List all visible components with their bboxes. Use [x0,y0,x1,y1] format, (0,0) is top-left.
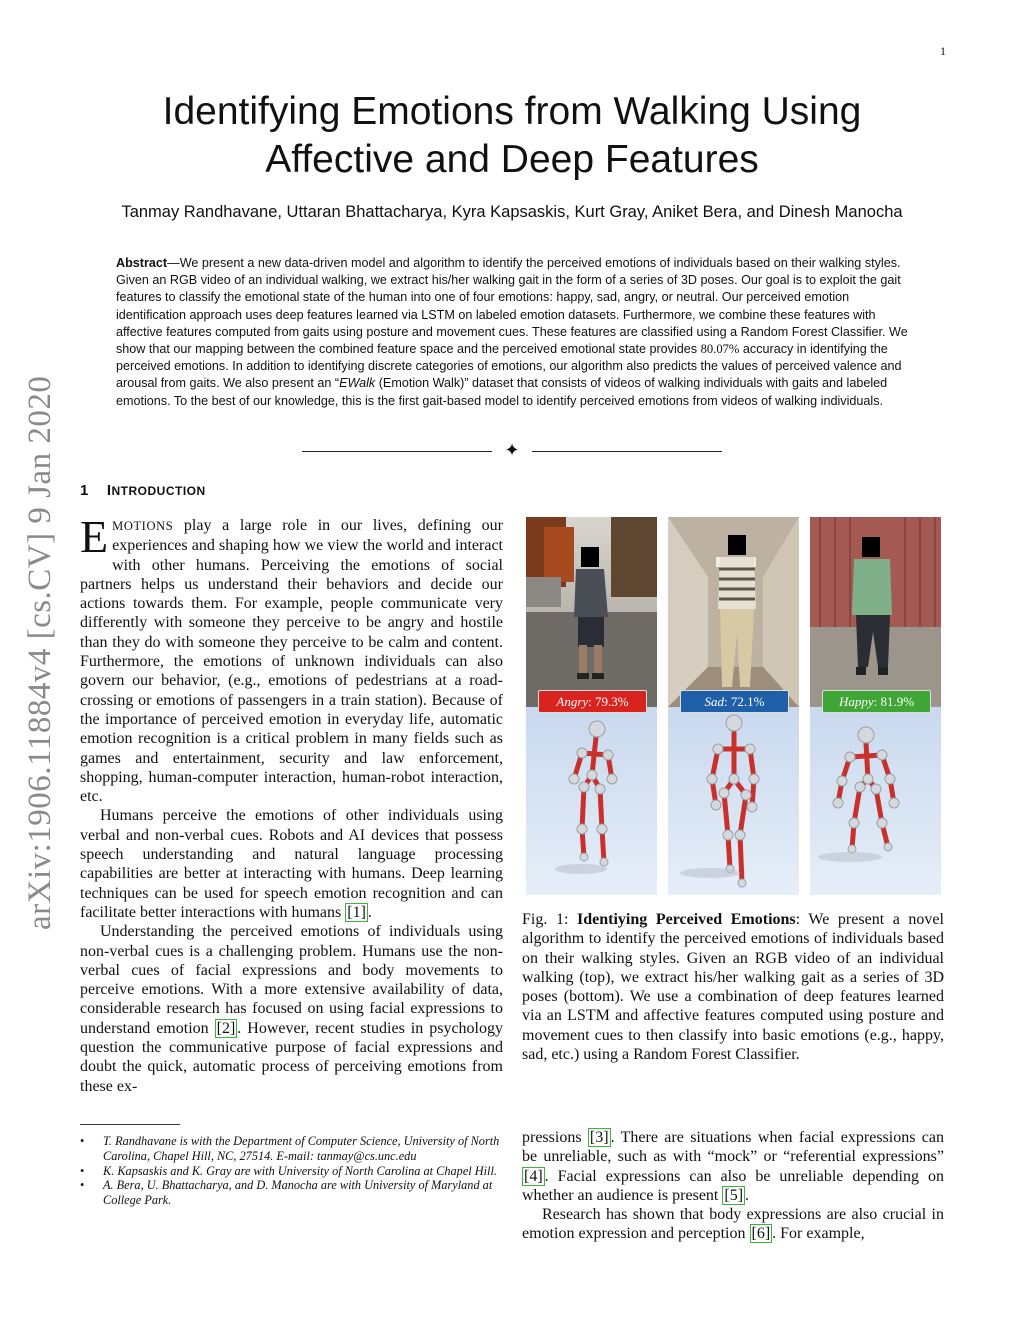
citation-link-5[interactable]: [5] [724,1186,744,1204]
right-column-body [522,1128,944,1244]
paper-title [0,88,1024,184]
citation-link-2[interactable]: [2] [216,1019,236,1037]
title-line-2: Affective and Deep Features [265,138,759,181]
intro-paragraph-2 [80,806,503,922]
right-p2-text: Research has shown that body expressions are also crucial in emotion expression and perception [522,1206,944,1243]
intro-p2-end: . [367,903,372,921]
abstract-dataset-name: EWalk [339,376,376,391]
figure-panel-sad [668,517,799,895]
section-initial: I [106,482,112,499]
emotion-label: Angry [556,694,589,709]
arxiv-stamp: arXiv:1906.11884v4 [cs.CV] 9 Jan 2020 [22,375,58,930]
left-column-body [80,511,504,1096]
section-title-rest: NTRODUCTION [111,484,206,498]
footnote-bullet: • [80,1178,85,1193]
emotion-score: : 72.1% [724,694,765,709]
divider-diamond-icon: ✦ [504,440,520,460]
right-p1-text-b: . There are situations when facial expressions can be unreliable, such as with “mock” or “referential expressions” [522,1129,945,1166]
emotion-badge-angry [538,690,647,713]
intro-paragraph-3 [80,922,503,1096]
right-p1-text-c: . Facial expressions can also be unreliable depending on whether an audience is present [522,1167,944,1204]
footnote-text: K. Kapsaskis and K. Gray are with University of North Carolina at Chapel Hill. [103,1163,497,1178]
citation-link-1[interactable]: [1] [347,903,366,921]
caption-text: : We present a novel algorithm to identify the perceived emotions of individuals based on their walking styles. Given an RGB video of an individual walking (top), we extract his/her walking gait as a series of 3D poses (bottom). We use a combination of deep features learned via an LSTM and affective features computed using posture and movement cues to then classify into basic emotions (e.g., happy, sad, etc.) using a Random Forest Classifier. [522,911,944,1064]
abstract-text-2: accuracy in identifying the perceived emotions. In addition to identifying discrete categories of emotions, our algorithm also predicts the values of perceived valence and arousal from gaits. We also present an “ [116,342,902,391]
footnote-item [80,1134,503,1164]
figure-1 [526,517,941,895]
figure-caption [522,910,944,1064]
caption-label: Fig. 1: [522,911,577,928]
figure-panel-angry [526,517,657,895]
page-number: 1 [940,44,946,58]
emotion-score: : 81.9% [873,694,915,709]
emotion-label: Sad [704,694,725,709]
abstract-text-3: (Emotion Walk)” dataset that consists of videos of walking individuals with gaits and labeled emotions. To the best of our knowledge, this is the first gait-based model to identify perceived emotions from videos of walking individuals. [116,376,888,408]
emotion-badge-happy [822,690,931,713]
caption-bold-title: Identiying Perceived Emotions [576,911,796,928]
dropcap-letter: E [80,511,109,562]
abstract-label: Abstract [116,256,168,270]
footnote-rule [80,1124,180,1125]
divider-line-left [302,451,492,452]
intro-p3-end: . However, recent studies in psychology question the communicative purpose of facial expressions and doubt the quick, automatic process of perceiving emotions from these ex- [80,1019,504,1095]
intro-lead-word: MOTIONS [112,519,174,533]
footnote-text: T. Randhavane is with the Department of Computer Science, University of North Carolina, Chapel Hill, NC, 27514. E-mail: tanmay@cs.unc.edu [103,1134,500,1163]
footnotes [80,1134,503,1208]
right-p1-text: pressions [522,1129,588,1146]
abstract-accuracy: 80.07% [700,342,740,357]
citation-link-6[interactable]: [6] [751,1225,771,1243]
footnote-item [80,1178,503,1208]
intro-p3-text: Understanding the perceived emotions of individuals using non-verbal cues is a challenging problem. Humans use the non-verbal cues of facial expressions and body movements to perceive emotions. With a more extensive availability of data, considerable research has focused on using facial expressions to understand emotion [80,923,503,1037]
citation-link-4[interactable]: [4] [524,1167,543,1185]
intro-p1-text: play a large role in our lives, defining our experiences and shaping how we view the world and interact with other humans. Perceiving the emotions of social partners helps us understand their behaviors and decide our actions towards them. For example, people communicate very differently with someone they perceive to be angry and hostile than they do with someone they perceive to be calm and content. Furthermore, the emotions of unknown individuals can also govern our behavior, (e.g., emotions of pedestrians at a road-crossing or emotions of passengers in a train station). Because of the importance of perceived emotion in everyday life, automatic emotion recognition is a critical problem in many fields such as games and entertainment, security and law enforcement, shopping, human-computer interaction, human-robot interaction, etc. [80,517,503,806]
right-paragraph-2 [522,1205,944,1244]
footnote-bullet: • [80,1134,85,1148]
section-number: 1 [80,482,89,499]
abstract-text-1: We present a new data-driven model and algorithm to identify the perceived emotions of individuals based on their walking styles. Given an RGB video of an individual walking, we extract his/her walking gait in the form of a series of 3D poses. Our goal is to exploit the gait features to classify the emotional state of the human into one of four emotions: happy, sad, angry, or neutral. Our perceived emotion identification approach uses deep features learned via LSTM on labeled emotion datasets. Furthermore, we combine these features with affective features computed from gaits using posture and movement cues. These features are classified using a Random Forest Classifier. We show that our mapping between the combined feature space and the perceived emotional state provides [116,256,908,357]
section-heading [80,482,206,499]
author-list: Tanmay Randhavane, Uttaran Bhattacharya, Kyra Kapsaskis, Kurt Gray, Aniket Bera, and Dinesh Manocha [121,203,903,221]
right-p1-text-d: . [745,1186,750,1204]
section-divider [302,440,722,464]
title-line-1: Identifying Emotions from Walking Using [162,90,862,133]
emotion-label: Happy [838,694,874,709]
footnote-text: A. Bera, U. Bhattacharya, and D. Manocha are with University of Maryland at College Park. [103,1178,493,1208]
intro-paragraph-1 [80,511,503,806]
citation-link-3[interactable]: [3] [589,1129,609,1146]
footnote-bullet: • [80,1163,85,1178]
right-p2-text-b: . For example, [772,1225,865,1243]
emotion-badge-sad [680,690,789,713]
divider-line-right [532,451,722,452]
intro-p2-text: Humans perceive the emotions of other individuals using verbal and non-verbal cues. Robots and AI devices that possess speech understanding and natural language processing capabilities are better at interacting with humans. Deep learning techniques can be used for speech emotion recognition and can facilitate better interactions with humans [80,807,503,921]
emotion-score: : 79.3% [588,694,629,709]
footnote-item [80,1164,503,1179]
figure-panel-happy [810,517,941,895]
abstract: Abstract—We present a new data-driven model and algorithm to identify the perceived emotions of individuals based on their walking styles. Given an RGB video of an individual walking, we extract his/her walking gait in the form of a series of 3D poses. Our goal is to exploit the gait features to classify the emotional state of the human into one of four emotions: happy, sad, angry, or neutral. Our perceived emotion identification approach uses deep features learned via LSTM on labeled emotion datasets. Furthermore, we combine these features with affective features computed from gaits using posture and movement cues. These features are classified using a Random Forest Classifier. We show that our mapping between the combined feature space and the perceived emotional state provides 80.07% accuracy in identifying the perceived emotions. In addition to identifying discrete categories of emotions, our algorithm also predicts the values of perceived valence and arousal from gaits. We also present an “EWalk (Emotion Walk)” dataset that consists of videos of walking individuals with gaits and labeled emotions. To the best of our knowledge, this is the first gait-based model to identify perceived emotions from videos of walking individuals. [116,256,908,408]
right-paragraph-1 [522,1128,944,1205]
